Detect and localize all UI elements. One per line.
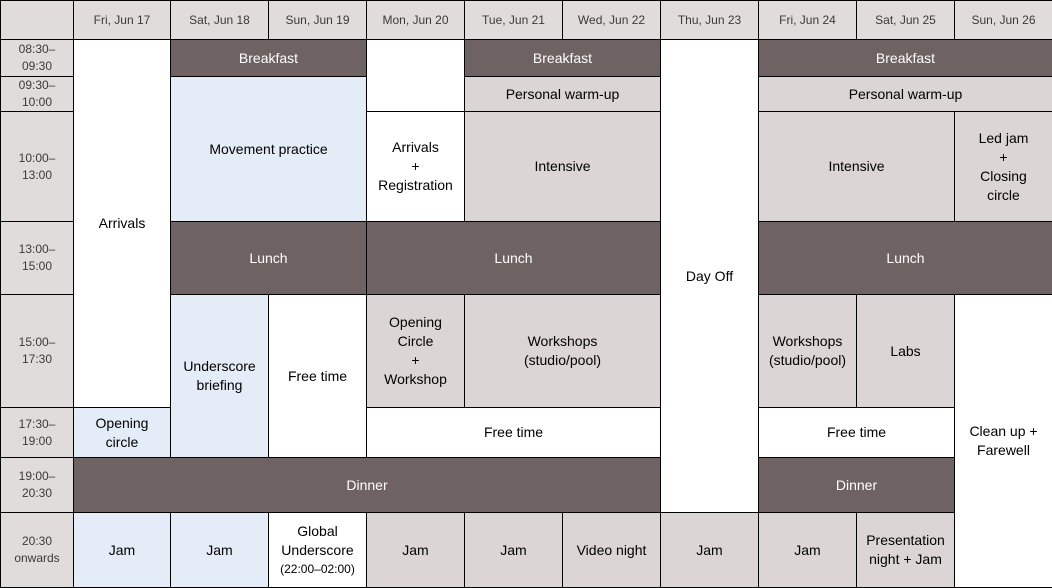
time-slot: 10:00– 13:00 [0, 111, 74, 222]
event-breakfast: Breakfast [758, 39, 1052, 77]
event-workshops-studio-pool: Workshops (studio/pool) [464, 294, 661, 408]
event-jam: Jam [660, 512, 759, 588]
time-slot: 20:30 onwards [0, 512, 74, 588]
event-intensive: Intensive [758, 111, 955, 222]
event-free-time: Free time [366, 407, 661, 458]
event-opening-circle: Opening circle [73, 407, 171, 458]
event-jam: Jam [73, 512, 171, 588]
event-underscore-briefing: Underscore briefing [170, 294, 269, 458]
event-arrivals-registration: Arrivals + Registration [366, 111, 465, 222]
event-lunch: Lunch [366, 221, 661, 295]
day-header: Mon, Jun 20 [366, 0, 465, 40]
day-header: Sun, Jun 19 [268, 0, 367, 40]
event-personal-warm-up: Personal warm-up [758, 76, 1052, 112]
event-global-underscore: Global Underscore (22:00–02:00) [268, 512, 367, 588]
event-day-off: Day Off [660, 39, 759, 513]
event-labs: Labs [856, 294, 955, 408]
event-jam: Jam [464, 512, 563, 588]
day-header: Sun, Jun 26 [954, 0, 1052, 40]
event-clean-up-farewell: Clean up + Farewell [954, 294, 1052, 588]
event-empty [366, 39, 465, 112]
day-header: Thu, Jun 23 [660, 0, 759, 40]
event-jam: Jam [366, 512, 465, 588]
event-workshops-studio-pool: Workshops (studio/pool) [758, 294, 857, 408]
day-header: Sat, Jun 25 [856, 0, 955, 40]
time-slot: 15:00– 17:30 [0, 294, 74, 408]
event-lunch: Lunch [170, 221, 367, 295]
day-header: Tue, Jun 21 [464, 0, 563, 40]
day-header: Wed, Jun 22 [562, 0, 661, 40]
event-lunch: Lunch [758, 221, 1052, 295]
time-slot: 17:30– 19:00 [0, 407, 74, 458]
event-opening-circle-workshop: Opening Circle + Workshop [366, 294, 465, 408]
event-jam: Jam [170, 512, 269, 588]
event-video-night: Video night [562, 512, 661, 588]
event-arrivals: Arrivals [73, 39, 171, 408]
day-header: Fri, Jun 24 [758, 0, 857, 40]
event-personal-warm-up: Personal warm-up [464, 76, 661, 112]
header-corner [0, 0, 74, 40]
time-slot: 08:30– 09:30 [0, 39, 74, 77]
event-movement-practice: Movement practice [170, 76, 367, 222]
event-led-jam-closing-circle: Led jam + Closing circle [954, 111, 1052, 222]
time-slot: 09:30– 10:00 [0, 76, 74, 112]
event-breakfast: Breakfast [464, 39, 661, 77]
day-header: Sat, Jun 18 [170, 0, 269, 40]
event-free-time: Free time [758, 407, 955, 458]
time-slot: 13:00– 15:00 [0, 221, 74, 295]
event-breakfast: Breakfast [170, 39, 367, 77]
event-dinner: Dinner [758, 457, 955, 513]
event-presentation-night-jam: Presentation night + Jam [856, 512, 955, 588]
time-slot: 19:00– 20:30 [0, 457, 74, 513]
event-intensive: Intensive [464, 111, 661, 222]
event-dinner: Dinner [73, 457, 661, 513]
day-header: Fri, Jun 17 [73, 0, 171, 40]
event-jam: Jam [758, 512, 857, 588]
event-free-time: Free time [268, 294, 367, 458]
